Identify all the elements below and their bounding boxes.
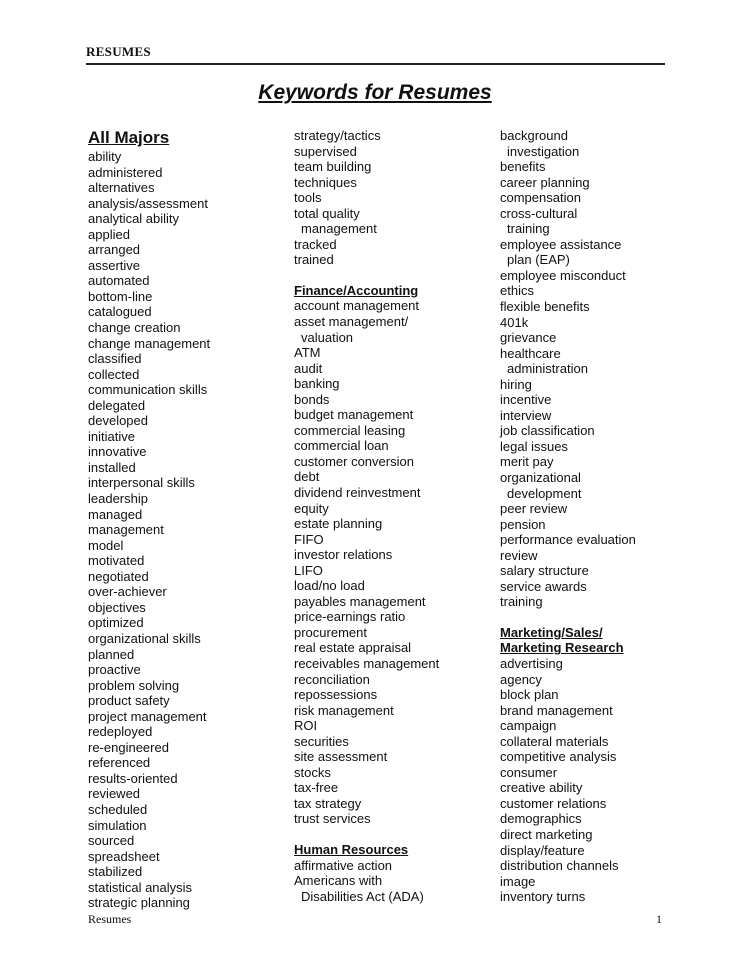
keyword-item: ethics [500,283,534,299]
keyword-item: brand management [500,702,613,718]
keyword-item: investor relations [294,547,393,563]
keyword-item: motivated [88,553,145,569]
keyword-item: interpersonal skills [88,475,195,491]
keyword-item: incentive [500,392,552,408]
keyword-item: tools [294,190,322,206]
keyword-item: LIFO [294,562,323,578]
keyword-item: objectives [88,599,146,615]
keyword-item: stabilized [88,864,143,880]
keyword-item: 401k [500,314,529,330]
keyword-item: re-engineered [88,739,169,755]
keyword-item: healthcare [500,345,561,361]
keyword-item: supervised [294,143,357,159]
finance-heading: Finance/Accounting [294,282,419,298]
keyword-item: estate planning [294,516,383,532]
keyword-item: commercial loan [294,438,389,454]
keyword-item: results-oriented [88,770,178,786]
column-finance [294,128,439,904]
keyword-item: leadership [88,491,148,507]
header-rule [86,63,665,65]
keyword-item: statistical analysis [88,879,193,895]
keyword-item: managed [88,506,143,522]
running-header: RESUMES [86,44,151,59]
keyword-item: performance evaluation [500,532,636,548]
keyword-item: Americans with [294,873,383,889]
all-majors-list [88,149,210,911]
keyword-item: affirmative action [294,857,393,873]
keyword-item: initiative [88,428,135,444]
keyword-item: reviewed [88,786,141,802]
keyword-item: price-earnings ratio [294,609,406,625]
keyword-item: payables management [294,593,426,609]
keyword-item: training [507,221,550,237]
keyword-item: alternatives [88,180,155,196]
keyword-item: employee assistance [500,236,622,252]
keyword-item: Disabilities Act (ADA) [301,888,424,904]
keyword-item: legal issues [500,438,568,454]
keyword-item: agency [500,671,542,687]
keyword-item: campaign [500,718,557,734]
keyword-item: pension [500,516,546,532]
all-majors-heading: All Majors [88,128,170,147]
keyword-item: model [88,537,124,553]
keyword-item: analysis/assessment [88,195,208,211]
keyword-item: management [88,522,164,538]
keyword-item: delegated [88,397,146,413]
keyword-item: debt [294,469,320,485]
keyword-item: consumer [500,764,558,780]
keyword-item: simulation [88,817,147,833]
keyword-item: development [507,485,582,501]
keyword-item: investigation [507,143,580,159]
keyword-item: inventory turns [500,889,586,905]
keyword-item: career planning [500,174,590,190]
keyword-item: peer review [500,501,568,517]
marketing-heading-line1: Marketing/Sales/ [500,624,603,640]
keyword-item: background [500,128,568,143]
keyword-item: collected [88,366,140,382]
page-number: 1 [656,912,662,926]
keyword-item: trust services [294,811,371,827]
keyword-item: cross-cultural [500,205,578,221]
keyword-item: stocks [294,764,331,780]
keyword-item: flexible benefits [500,299,590,315]
keyword-item: dividend reinvestment [294,484,421,500]
keyword-item: commercial leasing [294,422,406,438]
keyword-item: organizational [500,470,581,486]
footer-label: Resumes [88,912,132,926]
keyword-item: team building [294,159,372,175]
keyword-item: real estate appraisal [294,640,412,656]
keyword-item: tax strategy [294,795,362,811]
keyword-item: repossessions [294,687,378,703]
keyword-item: planned [88,646,135,662]
keyword-item: strategic planning [88,895,190,911]
keyword-item: creative ability [500,780,583,796]
keyword-item: review [500,547,538,563]
keyword-item: innovative [88,444,147,460]
col2-top-list [294,128,439,268]
keyword-item: spreadsheet [88,848,160,864]
keyword-item: ATM [294,345,321,361]
keyword-item: demographics [500,811,582,827]
keyword-item: management [301,221,377,237]
keyword-item: arranged [88,242,141,258]
keyword-item: FIFO [294,531,324,547]
keyword-item: receivables management [294,656,440,671]
col3-top-list [500,128,636,610]
keyword-item: collateral materials [500,733,609,749]
keyword-item: bottom-line [88,288,153,304]
keyword-item: trained [294,252,334,268]
keyword-item: negotiated [88,568,149,584]
keyword-item: service awards [500,578,587,594]
keyword-item: organizational skills [88,630,201,646]
keyword-item: tax-free [294,780,339,796]
keyword-item: employee misconduct [500,267,626,283]
keyword-item: redeployed [88,724,153,740]
keyword-item: optimized [88,615,144,631]
keyword-item: equity [294,500,329,516]
keyword-item: training [500,594,543,610]
keyword-item: direct marketing [500,826,593,842]
keyword-item: total quality [294,205,360,221]
keyword-item: site assessment [294,749,388,765]
keyword-item: project management [88,708,207,724]
keyword-item: change management [88,335,211,351]
keyword-item: distribution channels [500,858,619,874]
keyword-item: advertising [500,655,563,671]
keyword-item: plan (EAP) [507,252,570,268]
column-hr-marketing [500,128,636,905]
keyword-item: product safety [88,693,170,709]
keyword-item: ROI [294,718,318,734]
finance-list [294,298,439,827]
keyword-item: problem solving [88,677,180,693]
keyword-item: strategy/tactics [294,128,381,143]
keyword-item: valuation [301,329,354,345]
keyword-item: audit [294,360,323,376]
keyword-item: image [500,873,536,889]
keyword-item: administration [507,361,588,377]
marketing-list [500,656,636,905]
keyword-item: tracked [294,236,337,252]
keyword-item: proactive [88,662,141,678]
keyword-item: ability [88,149,122,164]
keyword-item: scheduled [88,801,148,817]
keyword-item: catalogued [88,304,152,320]
keyword-item: applied [88,226,130,242]
keyword-item: sourced [88,833,135,849]
keyword-item: customer relations [500,795,607,811]
keyword-item: assertive [88,257,141,273]
keyword-item: asset management/ [294,313,409,329]
marketing-heading-line2: Marketing Research [500,640,624,656]
keyword-item: techniques [294,174,357,190]
keyword-item: securities [294,733,349,749]
keyword-item: competitive analysis [500,749,617,765]
keyword-item: bonds [294,391,330,407]
keyword-item: interview [500,407,552,423]
keyword-item: merit pay [500,454,554,470]
keyword-item: referenced [88,755,151,771]
keyword-item: job classification [500,423,595,439]
keyword-item: installed [88,459,136,475]
column-all-majors [88,128,210,911]
keyword-item: salary structure [500,563,589,579]
keyword-item: display/feature [500,842,585,858]
keyword-item: compensation [500,190,581,206]
keyword-item: over-achiever [88,584,167,600]
keyword-item: reconciliation [294,671,370,687]
keyword-item: administered [88,164,163,180]
keyword-item: budget management [294,407,414,423]
keyword-item: automated [88,273,150,289]
keyword-item: classified [88,351,142,367]
keyword-item: communication skills [88,382,208,398]
keyword-item: account management [294,298,420,314]
keyword-item: analytical ability [88,211,180,227]
keyword-item: change creation [88,320,181,336]
keyword-item: grievance [500,330,557,346]
keyword-item: load/no load [294,578,365,594]
keyword-item: block plan [500,687,559,703]
page-title: Keywords for Resumes [258,81,492,104]
keyword-item: customer conversion [294,453,414,469]
keyword-item: benefits [500,159,546,175]
hr-heading: Human Resources [294,842,409,858]
keyword-item: hiring [500,376,532,392]
keyword-item: developed [88,413,148,429]
hr-list [294,858,439,905]
keyword-item: procurement [294,624,367,640]
keyword-item: risk management [294,702,394,718]
keyword-item: banking [294,376,340,392]
